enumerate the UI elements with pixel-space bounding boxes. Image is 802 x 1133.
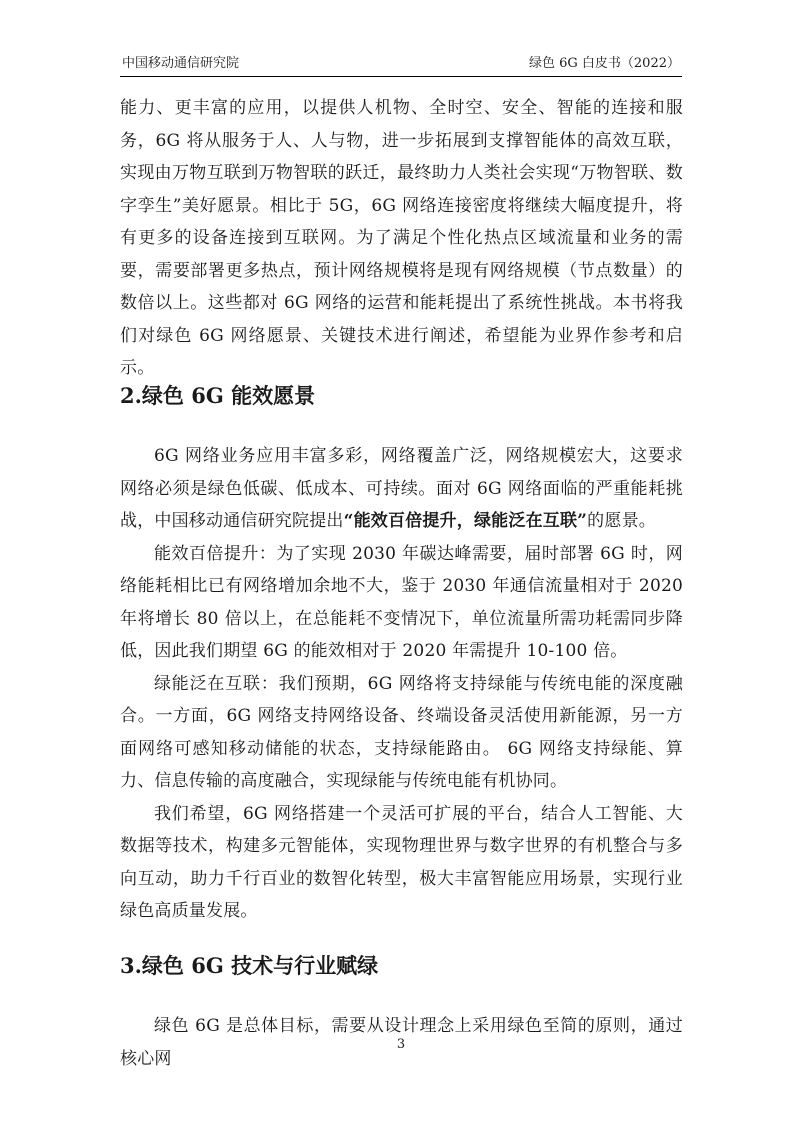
header-organization: 中国移动通信研究院 (122, 56, 240, 71)
section-2-p1-tail: 的愿景。 (587, 511, 656, 531)
page-number: 3 (396, 1037, 406, 1052)
section-2-paragraph-1 (120, 440, 683, 538)
section-2-paragraph-4: 我们希望，6G 网络搭建一个灵活可扩展的平台，结合人工智能、大数据等技术，构建多元智能体，实现物理世界与数字世界的有机整合与多向互动，助力千行百业的数智化转型，极大丰富智能应用场景，实现行业绿色高质量发展。 (120, 803, 683, 921)
header-document-title: 绿色 6G 白皮书（2022） (528, 56, 680, 71)
intro-paragraph: 能力、更丰富的应用，以提供人机物、全时空、安全、智能的连接和服务，6G 将从服务于人、人与物，进一步拓展到支撑智能体的高效互联，实现由万物互联到万物智联的跃迁，最终助力人类社会实现“万物智联、数字孪生”美好愿景。相比于 5G，6G 网络连接密度将继续大幅度提升，将有更多的设备连接到互联网。为了满足个性化热点区域流量和业务的需要，需要部署更多热点，预计网络规模将是现有网络规模（节点数量）的数倍以上。这些都对 6G 网络的运营和能耗提出了系统性挑战。本书将我们对绿色 6G 网络愿景、关键技术进行阐述，希望能为业界作参考和启示。 (120, 98, 683, 378)
running-header (120, 52, 682, 77)
section-2-paragraph-2: 能效百倍提升：为了实现 2030 年碳达峰需要，届时部署 6G 时，网络能耗相比已有网络增加余地不大，鉴于 2030 年通信流量相对于 2020 年将增长 80 倍以上，在总能耗不变情况下，单位流量所需功耗需同步降低，因此我们期望 6G 的能效相对于 2020 年需提升 10-100 倍。 (120, 543, 683, 661)
section-2-body (120, 440, 683, 928)
section-3-paragraph-1: 绿色 6G 是总体目标，需要从设计理念上采用绿色至简的原则，通过核心网 (120, 1016, 683, 1069)
section-3-heading: 3.绿色 6G 技术与行业赋绿 (120, 953, 379, 978)
page-content (120, 92, 683, 1069)
vision-statement: “能效百倍提升，绿能泛在互联” (343, 511, 588, 531)
section-2-paragraph-3: 绿能泛在互联：我们预期，6G 网络将支持绿能与传统电能的深度融合。一方面，6G 网络支持网络设备、终端设备灵活使用新能源，另一方面网络可感知移动储能的状态，支持绿能路由。 6G 网络支持绿能、算力、信息传输的高度融合，实现绿能与传统电能有机协同。 (120, 673, 683, 791)
section-2-heading: 2.绿色 6G 能效愿景 (120, 383, 316, 408)
section-2-p1-text: 6G 网络业务应用丰富多彩，网络覆盖广泛，网络规模宏大，这要求网络必须是绿色低碳、低成本、可持续。面对 6G 网络面临的严重能耗挑战，中国移动通信研究院提出 (120, 446, 683, 531)
